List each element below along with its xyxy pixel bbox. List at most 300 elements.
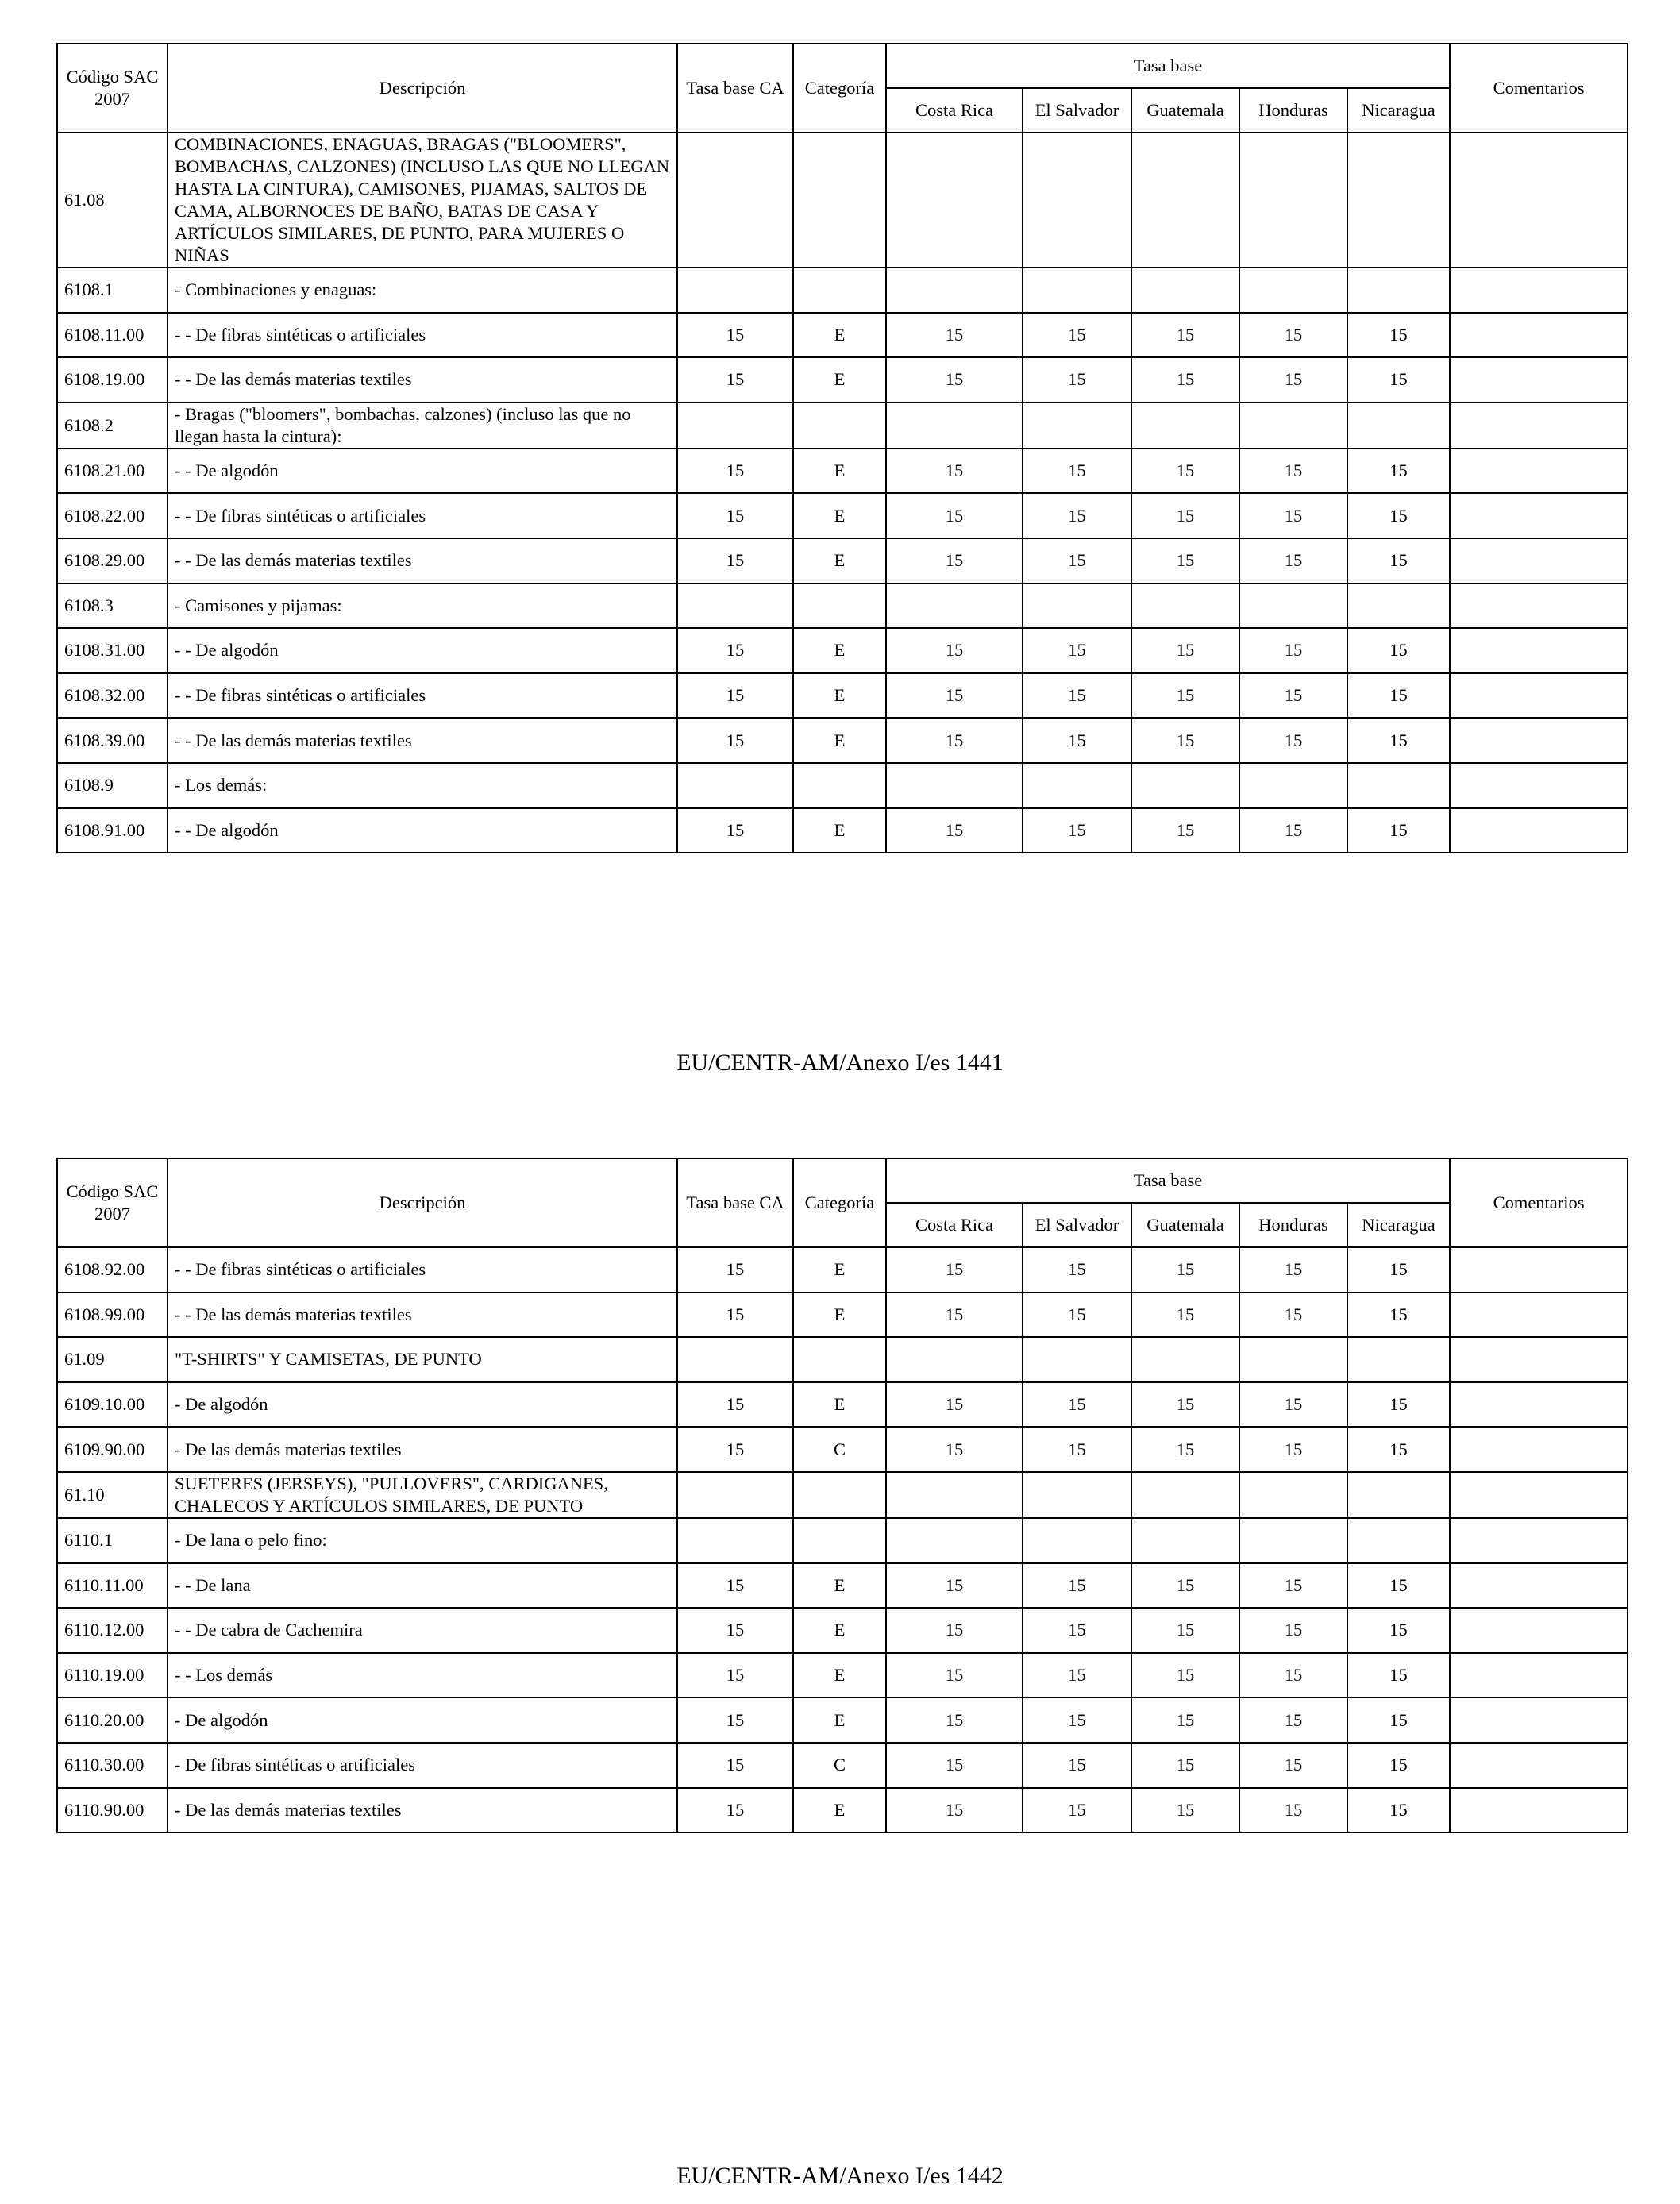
cell-comments — [1450, 718, 1628, 763]
cell-code: 6110.30.00 — [57, 1743, 168, 1788]
cell-costa-rica: 15 — [886, 1247, 1023, 1293]
cell-comments — [1450, 449, 1628, 494]
cell-description: - De lana o pelo fino: — [168, 1518, 677, 1563]
cell-comments — [1450, 403, 1628, 449]
cell-el-salvador: 15 — [1023, 449, 1131, 494]
cell-guatemala: 15 — [1131, 1743, 1239, 1788]
cell-nicaragua: 15 — [1347, 1247, 1450, 1293]
cell-category — [793, 1518, 886, 1563]
cell-guatemala: 15 — [1131, 1382, 1239, 1428]
cell-code: 6110.12.00 — [57, 1608, 168, 1653]
cell-category: E — [793, 357, 886, 403]
table-row — [57, 584, 1628, 629]
cell-category — [793, 133, 886, 268]
table-row — [57, 1518, 1628, 1563]
table-row — [57, 718, 1628, 763]
cell-honduras: 15 — [1239, 357, 1347, 403]
cell-category — [793, 403, 886, 449]
cell-category: E — [793, 1382, 886, 1428]
cell-honduras: 15 — [1239, 493, 1347, 538]
cell-code: 6108.1 — [57, 268, 168, 313]
cell-costa-rica: 15 — [886, 1427, 1023, 1472]
cell-category: C — [793, 1743, 886, 1788]
table-row — [57, 1608, 1628, 1653]
header-honduras: Honduras — [1239, 88, 1347, 133]
cell-description: - - De algodón — [168, 628, 677, 673]
cell-base-rate-ca: 15 — [677, 449, 793, 494]
cell-guatemala: 15 — [1131, 808, 1239, 853]
cell-category — [793, 584, 886, 629]
cell-guatemala — [1131, 268, 1239, 313]
table-row — [57, 1788, 1628, 1833]
cell-honduras: 15 — [1239, 1653, 1347, 1698]
cell-costa-rica: 15 — [886, 1743, 1023, 1788]
cell-category: E — [793, 808, 886, 853]
header-honduras: Honduras — [1239, 1203, 1347, 1247]
cell-base-rate-ca: 15 — [677, 357, 793, 403]
cell-category — [793, 1472, 886, 1518]
header-el-salvador: El Salvador — [1023, 88, 1131, 133]
table-row — [57, 449, 1628, 494]
cell-comments — [1450, 133, 1628, 268]
cell-base-rate-ca: 15 — [677, 1697, 793, 1743]
cell-category: C — [793, 1427, 886, 1472]
cell-el-salvador: 15 — [1023, 1563, 1131, 1609]
cell-costa-rica: 15 — [886, 1697, 1023, 1743]
header-nicaragua: Nicaragua — [1347, 88, 1450, 133]
cell-honduras: 15 — [1239, 1743, 1347, 1788]
cell-costa-rica — [886, 268, 1023, 313]
cell-nicaragua — [1347, 1337, 1450, 1382]
cell-category: E — [793, 1697, 886, 1743]
cell-base-rate-ca — [677, 1337, 793, 1382]
cell-comments — [1450, 313, 1628, 358]
cell-base-rate-ca — [677, 1518, 793, 1563]
header-description: Descripción — [168, 1158, 677, 1247]
cell-el-salvador: 15 — [1023, 1293, 1131, 1338]
cell-honduras: 15 — [1239, 1608, 1347, 1653]
cell-base-rate-ca: 15 — [677, 1427, 793, 1472]
cell-description: - De las demás materias textiles — [168, 1788, 677, 1833]
table-row — [57, 1382, 1628, 1428]
cell-comments — [1450, 493, 1628, 538]
cell-honduras: 15 — [1239, 808, 1347, 853]
cell-base-rate-ca: 15 — [677, 1293, 793, 1338]
cell-code: 6108.91.00 — [57, 808, 168, 853]
cell-nicaragua: 15 — [1347, 1382, 1450, 1428]
cell-nicaragua: 15 — [1347, 1293, 1450, 1338]
cell-honduras: 15 — [1239, 313, 1347, 358]
cell-nicaragua — [1347, 403, 1450, 449]
cell-code: 6108.3 — [57, 584, 168, 629]
cell-honduras: 15 — [1239, 628, 1347, 673]
cell-guatemala: 15 — [1131, 1697, 1239, 1743]
table-row — [57, 357, 1628, 403]
cell-honduras — [1239, 268, 1347, 313]
cell-nicaragua: 15 — [1347, 628, 1450, 673]
cell-comments — [1450, 673, 1628, 719]
cell-description: - - De fibras sintéticas o artificiales — [168, 1247, 677, 1293]
cell-honduras: 15 — [1239, 1247, 1347, 1293]
cell-guatemala: 15 — [1131, 313, 1239, 358]
cell-costa-rica — [886, 1337, 1023, 1382]
cell-base-rate-ca — [677, 268, 793, 313]
cell-costa-rica: 15 — [886, 357, 1023, 403]
header-el-salvador: El Salvador — [1023, 1203, 1131, 1247]
cell-nicaragua: 15 — [1347, 313, 1450, 358]
cell-category: E — [793, 673, 886, 719]
cell-nicaragua — [1347, 268, 1450, 313]
cell-nicaragua: 15 — [1347, 1788, 1450, 1833]
cell-comments — [1450, 808, 1628, 853]
cell-honduras — [1239, 1518, 1347, 1563]
cell-category: E — [793, 493, 886, 538]
table-row — [57, 1247, 1628, 1293]
cell-code: 61.09 — [57, 1337, 168, 1382]
cell-comments — [1450, 1472, 1628, 1518]
cell-code: 6108.32.00 — [57, 673, 168, 719]
cell-honduras: 15 — [1239, 1788, 1347, 1833]
cell-comments — [1450, 1427, 1628, 1472]
cell-base-rate-ca: 15 — [677, 808, 793, 853]
cell-nicaragua: 15 — [1347, 1608, 1450, 1653]
page-footer: EU/CENTR-AM/Anexo I/es 1442 — [676, 2163, 1004, 2189]
cell-el-salvador: 15 — [1023, 538, 1131, 584]
cell-nicaragua: 15 — [1347, 1697, 1450, 1743]
cell-guatemala — [1131, 133, 1239, 268]
table-row — [57, 493, 1628, 538]
cell-nicaragua: 15 — [1347, 357, 1450, 403]
table-body — [57, 133, 1628, 853]
cell-el-salvador: 15 — [1023, 808, 1131, 853]
table-row — [57, 1427, 1628, 1472]
cell-base-rate-ca: 15 — [677, 1608, 793, 1653]
header-code: Código SAC 2007 — [57, 44, 168, 133]
cell-honduras — [1239, 403, 1347, 449]
cell-el-salvador: 15 — [1023, 628, 1131, 673]
cell-honduras: 15 — [1239, 1563, 1347, 1609]
cell-code: 6108.31.00 — [57, 628, 168, 673]
cell-honduras — [1239, 133, 1347, 268]
cell-base-rate-ca — [677, 584, 793, 629]
cell-el-salvador — [1023, 763, 1131, 808]
cell-guatemala: 15 — [1131, 673, 1239, 719]
cell-comments — [1450, 268, 1628, 313]
cell-costa-rica: 15 — [886, 1608, 1023, 1653]
cell-costa-rica: 15 — [886, 628, 1023, 673]
cell-base-rate-ca — [677, 763, 793, 808]
cell-guatemala: 15 — [1131, 1247, 1239, 1293]
tariff-table-page-1441 — [56, 1158, 1628, 1833]
cell-code: 6110.20.00 — [57, 1697, 168, 1743]
cell-comments — [1450, 538, 1628, 584]
cell-comments — [1450, 763, 1628, 808]
table-row — [57, 1743, 1628, 1788]
cell-honduras: 15 — [1239, 1697, 1347, 1743]
cell-guatemala — [1131, 403, 1239, 449]
cell-description: - Bragas ("bloomers", bombachas, calzones) (incluso las que no llegan hasta la cintura): — [168, 403, 677, 449]
cell-guatemala: 15 — [1131, 628, 1239, 673]
cell-description: SUETERES (JERSEYS), "PULLOVERS", CARDIGANES, CHALECOS Y ARTÍCULOS SIMILARES, DE PUNTO — [168, 1472, 677, 1518]
cell-code: 6110.90.00 — [57, 1788, 168, 1833]
cell-nicaragua: 15 — [1347, 449, 1450, 494]
cell-comments — [1450, 1247, 1628, 1293]
cell-code: 6109.90.00 — [57, 1427, 168, 1472]
cell-guatemala: 15 — [1131, 1608, 1239, 1653]
cell-guatemala: 15 — [1131, 493, 1239, 538]
cell-category: E — [793, 1247, 886, 1293]
cell-guatemala: 15 — [1131, 449, 1239, 494]
cell-description: - Los demás: — [168, 763, 677, 808]
cell-code: 6109.10.00 — [57, 1382, 168, 1428]
cell-comments — [1450, 1743, 1628, 1788]
cell-el-salvador: 15 — [1023, 1653, 1131, 1698]
cell-description: - - De lana — [168, 1563, 677, 1609]
cell-costa-rica — [886, 1518, 1023, 1563]
cell-description: - - De fibras sintéticas o artificiales — [168, 673, 677, 719]
cell-description: - Combinaciones y enaguas: — [168, 268, 677, 313]
header-nicaragua: Nicaragua — [1347, 1203, 1450, 1247]
cell-code: 6108.21.00 — [57, 449, 168, 494]
header-costa-rica: Costa Rica — [886, 1203, 1023, 1247]
cell-honduras: 15 — [1239, 1427, 1347, 1472]
cell-base-rate-ca: 15 — [677, 1653, 793, 1698]
cell-code: 6108.29.00 — [57, 538, 168, 584]
cell-el-salvador: 15 — [1023, 1247, 1131, 1293]
cell-costa-rica: 15 — [886, 1563, 1023, 1609]
cell-el-salvador — [1023, 584, 1131, 629]
cell-description: - - De las demás materias textiles — [168, 357, 677, 403]
cell-comments — [1450, 1608, 1628, 1653]
table-row — [57, 538, 1628, 584]
cell-category: E — [793, 1608, 886, 1653]
cell-base-rate-ca: 15 — [677, 1563, 793, 1609]
cell-nicaragua: 15 — [1347, 538, 1450, 584]
table-row — [57, 673, 1628, 719]
cell-code: 6108.9 — [57, 763, 168, 808]
cell-honduras — [1239, 1337, 1347, 1382]
cell-category: E — [793, 538, 886, 584]
cell-el-salvador: 15 — [1023, 718, 1131, 763]
cell-costa-rica — [886, 763, 1023, 808]
cell-costa-rica: 15 — [886, 1653, 1023, 1698]
cell-el-salvador: 15 — [1023, 357, 1131, 403]
table-body — [57, 1247, 1628, 1832]
cell-category: E — [793, 718, 886, 763]
cell-code: 61.08 — [57, 133, 168, 268]
cell-base-rate-ca: 15 — [677, 538, 793, 584]
table-row — [57, 1337, 1628, 1382]
header-guatemala: Guatemala — [1131, 88, 1239, 133]
cell-category: E — [793, 449, 886, 494]
cell-code: 6110.1 — [57, 1518, 168, 1563]
page-footer: EU/CENTR-AM/Anexo I/es 1441 — [676, 1050, 1004, 1076]
cell-code: 6108.2 — [57, 403, 168, 449]
cell-el-salvador: 15 — [1023, 1697, 1131, 1743]
cell-nicaragua: 15 — [1347, 1743, 1450, 1788]
cell-honduras — [1239, 1472, 1347, 1518]
cell-guatemala: 15 — [1131, 1293, 1239, 1338]
cell-nicaragua: 15 — [1347, 718, 1450, 763]
cell-nicaragua — [1347, 763, 1450, 808]
cell-code: 6108.11.00 — [57, 313, 168, 358]
cell-category: E — [793, 628, 886, 673]
cell-guatemala: 15 — [1131, 357, 1239, 403]
cell-comments — [1450, 1293, 1628, 1338]
cell-el-salvador: 15 — [1023, 673, 1131, 719]
cell-base-rate-ca: 15 — [677, 673, 793, 719]
cell-honduras: 15 — [1239, 673, 1347, 719]
cell-honduras: 15 — [1239, 538, 1347, 584]
table-row — [57, 268, 1628, 313]
cell-nicaragua: 15 — [1347, 493, 1450, 538]
table-row — [57, 628, 1628, 673]
cell-guatemala — [1131, 763, 1239, 808]
table-row — [57, 403, 1628, 449]
cell-costa-rica — [886, 584, 1023, 629]
cell-nicaragua — [1347, 1472, 1450, 1518]
cell-comments — [1450, 1382, 1628, 1428]
cell-category: E — [793, 313, 886, 358]
cell-honduras — [1239, 584, 1347, 629]
cell-base-rate-ca: 15 — [677, 718, 793, 763]
cell-honduras: 15 — [1239, 1382, 1347, 1428]
cell-guatemala: 15 — [1131, 1653, 1239, 1698]
cell-comments — [1450, 1337, 1628, 1382]
cell-el-salvador — [1023, 403, 1131, 449]
cell-description: - De algodón — [168, 1382, 677, 1428]
cell-description: - Camisones y pijamas: — [168, 584, 677, 629]
cell-comments — [1450, 1653, 1628, 1698]
cell-guatemala: 15 — [1131, 718, 1239, 763]
cell-el-salvador: 15 — [1023, 1608, 1131, 1653]
cell-nicaragua: 15 — [1347, 1563, 1450, 1609]
header-code: Código SAC 2007 — [57, 1158, 168, 1247]
cell-guatemala: 15 — [1131, 1563, 1239, 1609]
cell-base-rate-ca: 15 — [677, 1247, 793, 1293]
cell-base-rate-ca — [677, 1472, 793, 1518]
cell-costa-rica: 15 — [886, 1382, 1023, 1428]
table-row — [57, 313, 1628, 358]
cell-description: - - Los demás — [168, 1653, 677, 1698]
cell-guatemala — [1131, 1518, 1239, 1563]
cell-code: 6108.39.00 — [57, 718, 168, 763]
cell-description: - De algodón — [168, 1697, 677, 1743]
cell-code: 6108.99.00 — [57, 1293, 168, 1338]
cell-honduras: 15 — [1239, 1293, 1347, 1338]
table-row — [57, 1563, 1628, 1609]
cell-description: - - De algodón — [168, 449, 677, 494]
cell-category: E — [793, 1653, 886, 1698]
cell-base-rate-ca: 15 — [677, 493, 793, 538]
cell-costa-rica: 15 — [886, 718, 1023, 763]
table-row — [57, 1293, 1628, 1338]
cell-guatemala: 15 — [1131, 538, 1239, 584]
cell-costa-rica: 15 — [886, 449, 1023, 494]
cell-el-salvador — [1023, 1472, 1131, 1518]
cell-description: - - De fibras sintéticas o artificiales — [168, 313, 677, 358]
header-base-rate: Tasa base — [886, 44, 1450, 88]
cell-el-salvador — [1023, 1518, 1131, 1563]
cell-nicaragua — [1347, 1518, 1450, 1563]
cell-code: 61.10 — [57, 1472, 168, 1518]
cell-comments — [1450, 1788, 1628, 1833]
cell-description: - - De cabra de Cachemira — [168, 1608, 677, 1653]
cell-base-rate-ca: 15 — [677, 1788, 793, 1833]
cell-guatemala — [1131, 1337, 1239, 1382]
header-description: Descripción — [168, 44, 677, 133]
cell-category: E — [793, 1563, 886, 1609]
cell-base-rate-ca: 15 — [677, 313, 793, 358]
cell-base-rate-ca: 15 — [677, 628, 793, 673]
cell-comments — [1450, 1697, 1628, 1743]
header-comments: Comentarios — [1450, 44, 1628, 133]
cell-category — [793, 763, 886, 808]
cell-comments — [1450, 1563, 1628, 1609]
cell-costa-rica — [886, 1472, 1023, 1518]
header-costa-rica: Costa Rica — [886, 88, 1023, 133]
cell-costa-rica — [886, 403, 1023, 449]
header-guatemala: Guatemala — [1131, 1203, 1239, 1247]
header-category: Categoría — [793, 1158, 886, 1247]
cell-nicaragua — [1347, 133, 1450, 268]
header-base-rate-ca: Tasa base CA — [677, 1158, 793, 1247]
cell-honduras: 15 — [1239, 718, 1347, 763]
header-base-rate-ca: Tasa base CA — [677, 44, 793, 133]
cell-el-salvador: 15 — [1023, 1382, 1131, 1428]
table-row — [57, 1472, 1628, 1518]
cell-nicaragua: 15 — [1347, 808, 1450, 853]
cell-guatemala: 15 — [1131, 1427, 1239, 1472]
table-row — [57, 763, 1628, 808]
cell-category — [793, 268, 886, 313]
cell-description: - - De las demás materias textiles — [168, 1293, 677, 1338]
cell-costa-rica: 15 — [886, 808, 1023, 853]
cell-description: "T-SHIRTS" Y CAMISETAS, DE PUNTO — [168, 1337, 677, 1382]
cell-costa-rica: 15 — [886, 673, 1023, 719]
cell-el-salvador: 15 — [1023, 313, 1131, 358]
tariff-table-page-1440 — [56, 43, 1628, 853]
cell-costa-rica: 15 — [886, 493, 1023, 538]
cell-costa-rica: 15 — [886, 1788, 1023, 1833]
cell-category — [793, 1337, 886, 1382]
header-comments: Comentarios — [1450, 1158, 1628, 1247]
cell-code: 6108.19.00 — [57, 357, 168, 403]
cell-el-salvador — [1023, 133, 1131, 268]
cell-base-rate-ca — [677, 133, 793, 268]
cell-nicaragua — [1347, 584, 1450, 629]
cell-code: 6110.11.00 — [57, 1563, 168, 1609]
cell-costa-rica: 15 — [886, 538, 1023, 584]
cell-description: - De las demás materias textiles — [168, 1427, 677, 1472]
cell-guatemala — [1131, 1472, 1239, 1518]
cell-costa-rica — [886, 133, 1023, 268]
cell-description: - De fibras sintéticas o artificiales — [168, 1743, 677, 1788]
cell-guatemala — [1131, 584, 1239, 629]
cell-el-salvador — [1023, 1337, 1131, 1382]
cell-comments — [1450, 1518, 1628, 1563]
cell-base-rate-ca: 15 — [677, 1743, 793, 1788]
cell-nicaragua: 15 — [1347, 673, 1450, 719]
cell-guatemala: 15 — [1131, 1788, 1239, 1833]
cell-el-salvador: 15 — [1023, 1427, 1131, 1472]
cell-category: E — [793, 1293, 886, 1338]
table-row — [57, 1697, 1628, 1743]
cell-el-salvador: 15 — [1023, 1743, 1131, 1788]
table-row — [57, 808, 1628, 853]
cell-code: 6110.19.00 — [57, 1653, 168, 1698]
cell-comments — [1450, 628, 1628, 673]
